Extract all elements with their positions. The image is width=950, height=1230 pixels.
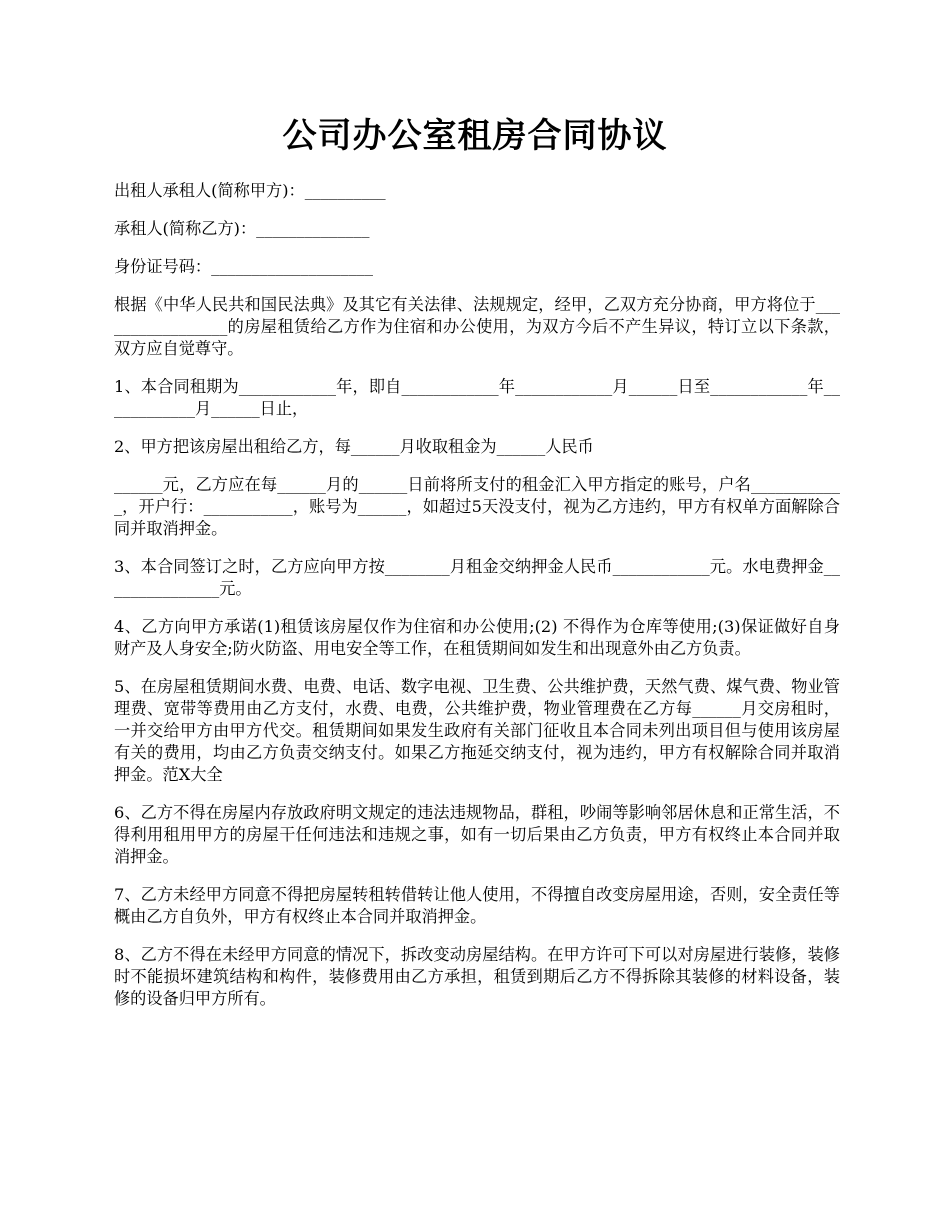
- document-body: [114, 180, 840, 1026]
- clause-8-renovation: 8、乙方不得在未经甲方同意的情况下，拆改变动房屋结构。在甲方许可下可以对房屋进行装修，装修时不能损坏建筑结构和构件，装修费用由乙方承担，租赁到期后乙方不得拆除其装修的材料设备，装修的设备归甲方所有。: [114, 945, 840, 1008]
- id-number-field: 身份证号码：____________________: [114, 257, 373, 276]
- preamble-paragraph: 根据《中华人民共和国民法典》及其它有关法律、法规规定，经甲，乙双方充分协商，甲方将位于_________________的房屋租赁给乙方作为住宿和办公使用，为双方今后不产生异议，特订立以下条款，双方应自觉尊守。: [114, 295, 840, 358]
- clause-2-payment: ______元，乙方应在每______月的______日前将所支付的租金汇入甲方指定的账号，户名____________，开户行：___________，账号为______，如超过5天没支付，视为乙方违约，甲方有权单方面解除合同并取消押金。: [114, 475, 840, 538]
- clause-5-fees: 5、在房屋租赁期间水费、电费、电话、数字电视、卫生费、公共维护费，天然气费、煤气费、物业管理费、宽带等费用由乙方支付，水费、电费，公共维护费，物业管理费在乙方每______月交房租时，一并交给甲方由甲方代交。租赁期间如果发生政府有关部门征收且本合同未列出项目但与使用该房屋有关的费用，均由乙方负责交纳支付。如果乙方拖延交纳支付，视为违约，甲方有权解除合同并取消押金。范X大全: [114, 677, 840, 784]
- lessor-field: 出租人承租人(简称甲方)：__________: [114, 181, 386, 200]
- clause-1-term: 1、本合同租期为____________年，即自____________年____________月______日至____________年____________月______日止，: [114, 377, 840, 418]
- clause-4-usage: 4、乙方向甲方承诺(1)租赁该房屋仅作为住宿和办公使用;(2) 不得作为仓库等使用;(3)保证做好自身财产及人身安全;防火防盗、用电安全等工作，在租赁期间如发生和出现意外由乙方负责。: [114, 617, 840, 658]
- clause-7-sublet: 7、乙方未经甲方同意不得把房屋转租转借转让他人使用，不得擅自改变房屋用途，否则，安全责任等概由乙方自负外，甲方有权终止本合同并取消押金。: [114, 885, 840, 926]
- clause-2-rent: 2、甲方把该房屋出租给乙方，每______月收取租金为______人民币: [114, 437, 594, 456]
- clause-6-prohibited: 6、乙方不得在房屋内存放政府明文规定的违法违规物品，群租，吵闹等影响邻居休息和正常生活，不得利用租用甲方的房屋干任何违法和违规之事，如有一切后果由乙方负责，甲方有权终止本合同并取消押金。: [114, 803, 840, 866]
- document-title: 公司办公室租房合同协议: [282, 116, 668, 156]
- clause-3-deposit: 3、本合同签订之时，乙方应向甲方按________月租金交纳押金人民币____________元。水电费押金_______________元。: [114, 557, 840, 598]
- lessee-field: 承租人(简称乙方)：______________: [114, 219, 370, 238]
